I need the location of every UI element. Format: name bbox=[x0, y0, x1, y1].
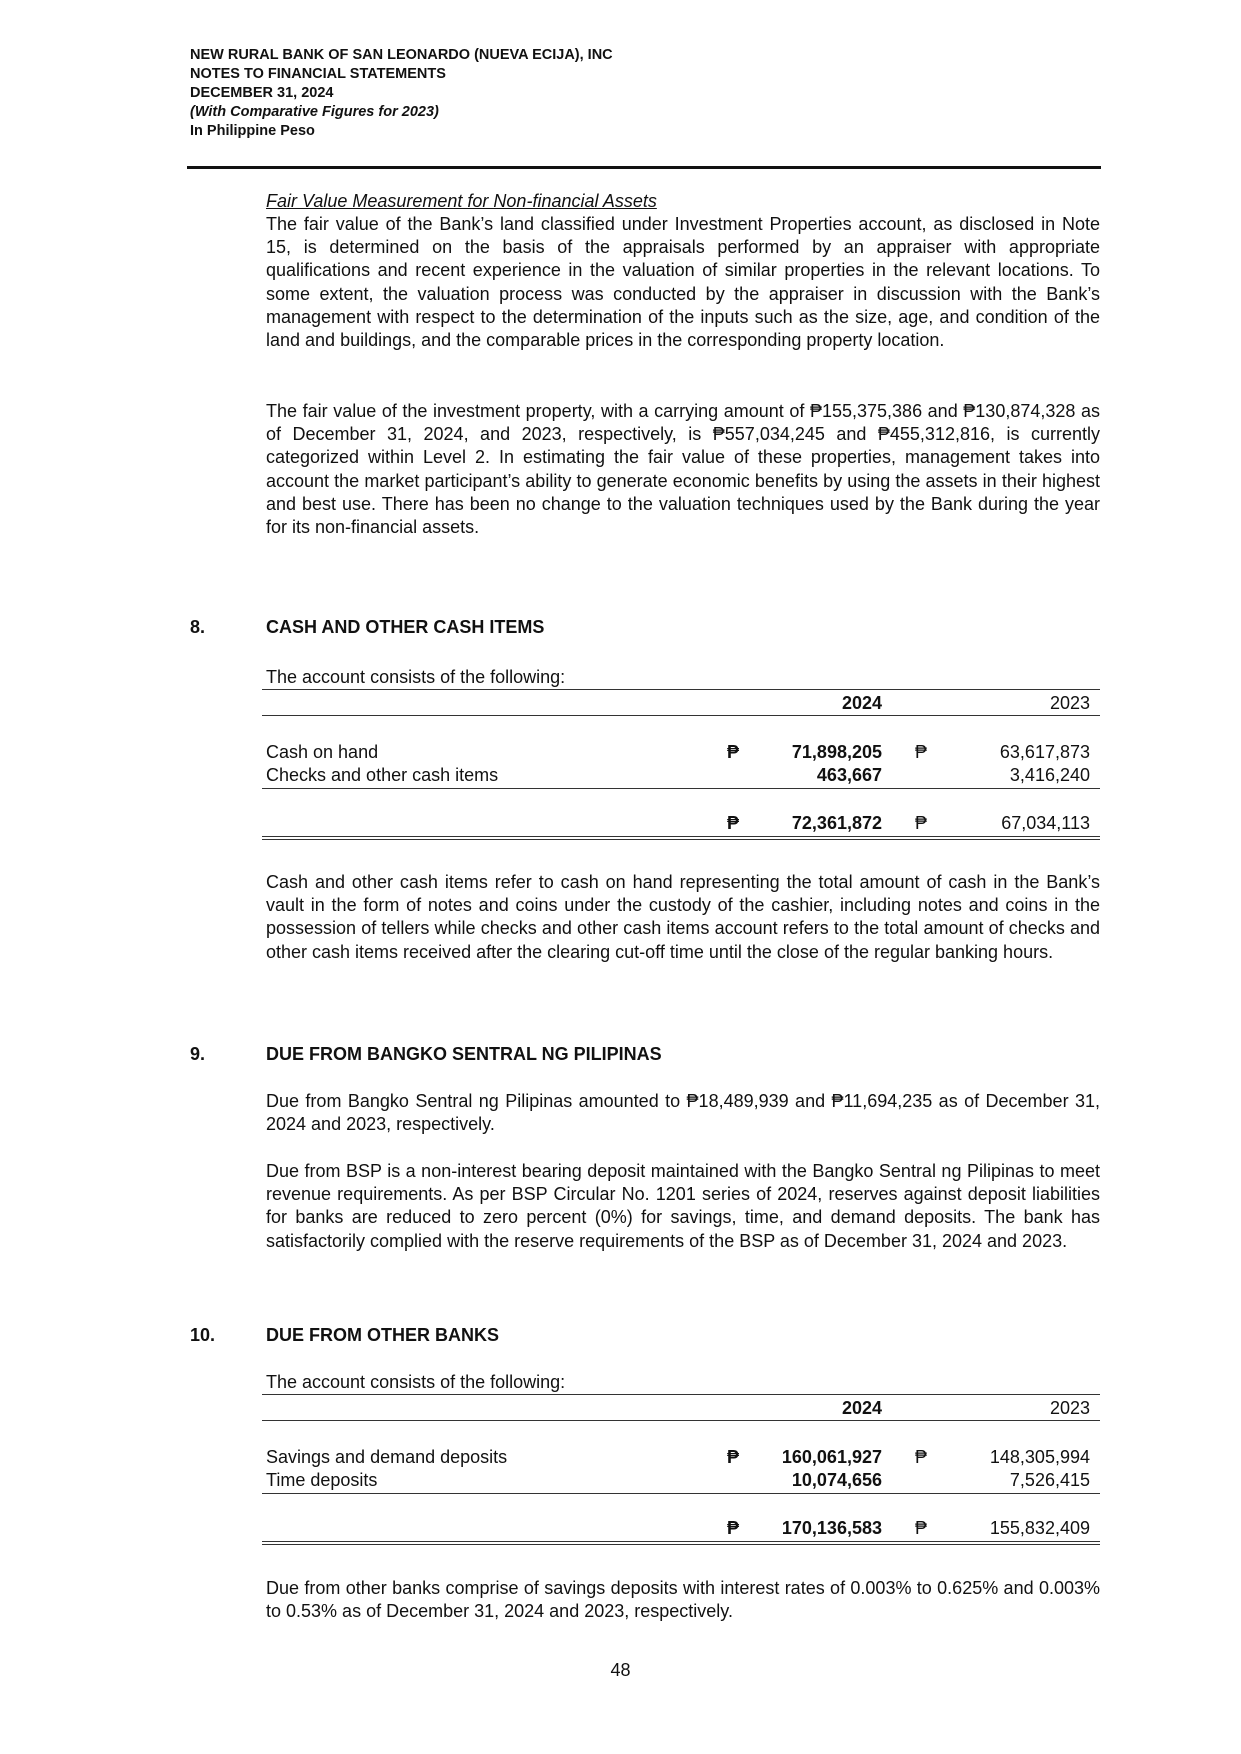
fair-value-paragraph-2: The fair value of the investment property, with a carrying amount of ₱155,375,386 and ₱130,874,328 as of December 31, 2024, and 2023, respectively, is ₱557,034,245 and ₱455,312,816, is currently categorized within Level 2. In estimating the fair value of these properties, management takes into account the market participant’s ability to generate economic benefits by using the assets in their highest and best use. There has been no change to the valuation techniques used by the Bank during the year for its non-financial assets. bbox=[266, 401, 1100, 538]
currency-note: In Philippine Peso bbox=[190, 123, 315, 139]
peso-sign: ₱ bbox=[727, 1518, 740, 1538]
column-header-2023: 2023 bbox=[1049, 693, 1090, 713]
peso-sign: ₱ bbox=[727, 1447, 740, 1467]
section-10-title: DUE FROM OTHER BANKS bbox=[266, 1325, 499, 1345]
table-intro: The account consists of the following: bbox=[266, 1372, 566, 1392]
total-2024: 170,136,583 bbox=[781, 1518, 882, 1538]
peso-sign: ₱ bbox=[915, 1447, 928, 1467]
row-label: Checks and other cash items bbox=[266, 765, 499, 785]
total-double-rule bbox=[262, 1541, 1100, 1545]
total-2023: 155,832,409 bbox=[989, 1518, 1090, 1538]
fair-value-paragraph-1: The fair value of the Bank’s land classified under Investment Properties account, as disclosed in Note 15, is determined on the basis of the appraisals performed by an appraiser with appropriate qualifications and recent experience in the valuation of similar properties in the relevant locations. To some extent, the valuation process was conducted by the appraiser in discussion with the Bank’s management with respect to the determination of the inputs such as the size, age, and condition of the land and buildings, and the comparable prices in the corresponding property location. bbox=[266, 214, 1100, 351]
value-2023: 7,526,415 bbox=[1009, 1470, 1090, 1490]
value-2024: 71,898,205 bbox=[791, 742, 882, 762]
document-header bbox=[190, 46, 613, 141]
subtotal-rule bbox=[262, 788, 1100, 789]
row-label: Cash on hand bbox=[266, 742, 379, 762]
table-top-rule bbox=[262, 1394, 1100, 1395]
comparative-note: (With Comparative Figures for 2023) bbox=[190, 104, 439, 120]
document-title: NOTES TO FINANCIAL STATEMENTS bbox=[190, 66, 446, 82]
value-2023: 63,617,873 bbox=[999, 742, 1090, 762]
value-2024: 463,667 bbox=[816, 765, 882, 785]
section-9-paragraph-1: Due from Bangko Sentral ng Pilipinas amounted to ₱18,489,939 and ₱11,694,235 as of December 31, 2024 and 2023, respectively. bbox=[266, 1091, 1100, 1135]
section-8-title: CASH AND OTHER CASH ITEMS bbox=[266, 617, 545, 637]
table-top-rule bbox=[262, 689, 1100, 690]
header-divider bbox=[187, 166, 1101, 169]
table-intro: The account consists of the following: bbox=[266, 667, 566, 687]
section-9-title: DUE FROM BANGKO SENTRAL NG PILIPINAS bbox=[266, 1044, 662, 1064]
section-8-number: 8. bbox=[190, 617, 206, 637]
peso-sign: ₱ bbox=[727, 742, 740, 762]
total-double-rule bbox=[262, 836, 1100, 840]
section-9-number: 9. bbox=[190, 1044, 206, 1064]
statement-date: DECEMBER 31, 2024 bbox=[190, 85, 334, 101]
header-bottom-rule bbox=[262, 1420, 1100, 1421]
header-bottom-rule bbox=[262, 715, 1100, 716]
subtotal-rule bbox=[262, 1493, 1100, 1494]
peso-sign: ₱ bbox=[915, 813, 928, 833]
peso-sign: ₱ bbox=[915, 1518, 928, 1538]
total-2023: 67,034,113 bbox=[1001, 813, 1090, 833]
row-label: Savings and demand deposits bbox=[266, 1447, 508, 1467]
column-header-2024: 2024 bbox=[841, 693, 882, 713]
cash-items-table bbox=[262, 667, 1100, 852]
other-banks-table bbox=[262, 1372, 1100, 1557]
section-10-number: 10. bbox=[190, 1325, 216, 1345]
total-2024: 72,361,872 bbox=[791, 813, 882, 833]
value-2024: 160,061,927 bbox=[781, 1447, 882, 1467]
peso-sign: ₱ bbox=[915, 742, 928, 762]
fair-value-subheading: Fair Value Measurement for Non-financial Assets bbox=[266, 191, 657, 211]
section-8-paragraph: Cash and other cash items refer to cash on hand representing the total amount of cash in the Bank’s vault in the form of notes and coins under the custody of the cashier, including notes and coins in the possession of tellers while checks and other cash items account refers to the total amount of checks and other cash items received after the clearing cut-off time until the close of the regular banking hours. bbox=[266, 872, 1100, 962]
peso-sign: ₱ bbox=[727, 813, 740, 833]
value-2024: 10,074,656 bbox=[791, 1470, 882, 1490]
company-name: NEW RURAL BANK OF SAN LEONARDO (NUEVA ECIJA), INC bbox=[190, 47, 613, 63]
page-number: 48 bbox=[610, 1660, 631, 1680]
section-10-paragraph: Due from other banks comprise of savings deposits with interest rates of 0.003% to 0.625% and 0.003% to 0.53% as of December 31, 2024 and 2023, respectively. bbox=[266, 1578, 1100, 1622]
value-2023: 3,416,240 bbox=[1009, 765, 1090, 785]
section-9-paragraph-2: Due from BSP is a non-interest bearing deposit maintained with the Bangko Sentral ng Pilipinas to meet revenue requirements. As per BSP Circular No. 1201 series of 2024, reserves against deposit liabilities for banks are reduced to zero percent (0%) for savings, time, and demand deposits. The bank has satisfactorily complied with the reserve requirements of the BSP as of December 31, 2024 and 2023. bbox=[266, 1161, 1100, 1251]
column-header-2024: 2024 bbox=[841, 1398, 882, 1418]
column-header-2023: 2023 bbox=[1049, 1398, 1090, 1418]
row-label: Time deposits bbox=[266, 1470, 378, 1490]
value-2023: 148,305,994 bbox=[989, 1447, 1090, 1467]
